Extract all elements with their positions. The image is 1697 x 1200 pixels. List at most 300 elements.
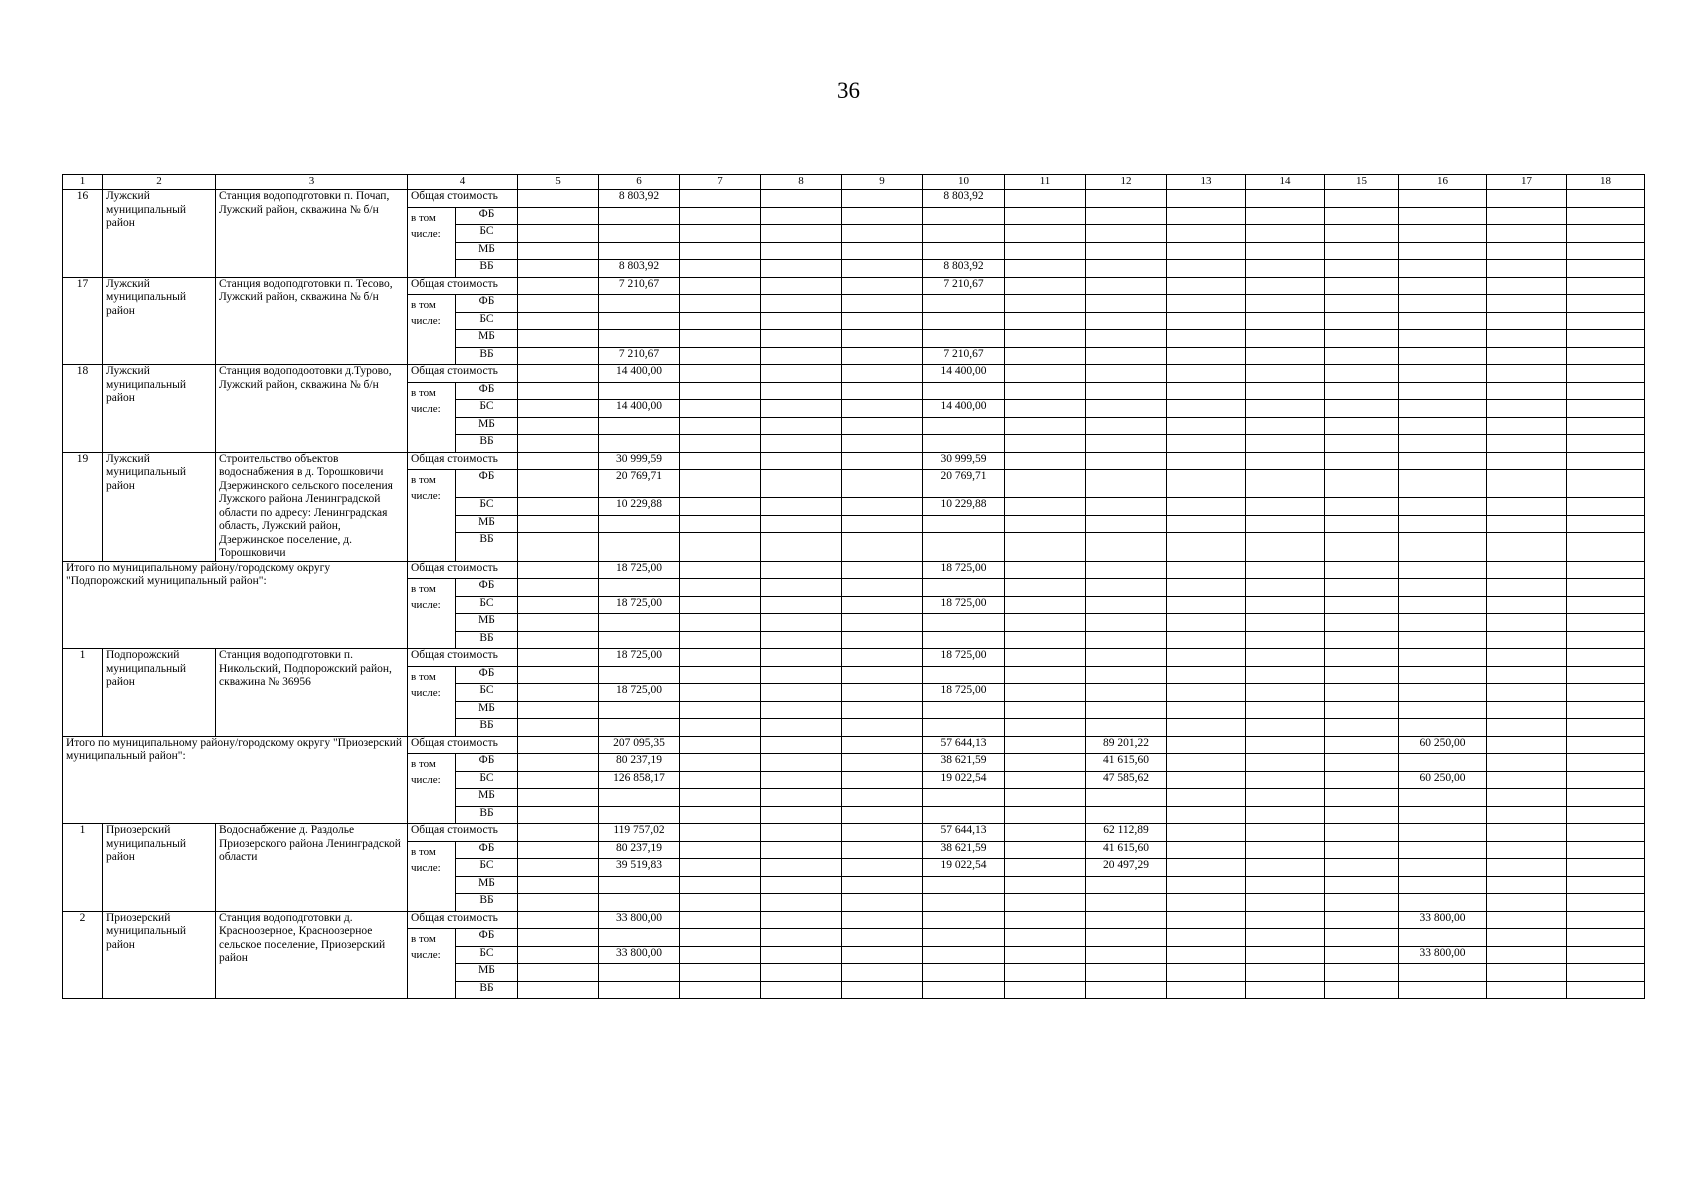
- value-cell-col-16: [1399, 964, 1487, 982]
- page-number: 36: [837, 78, 860, 103]
- value-cell-col-15: [1325, 242, 1399, 260]
- value-cell-col-6: 33 800,00: [599, 911, 680, 929]
- value-cell-col-12: [1086, 981, 1167, 999]
- value-cell-col-13: [1167, 207, 1246, 225]
- value-cell-col-13: [1167, 701, 1246, 719]
- value-cell-col-7: [680, 981, 761, 999]
- value-cell-col-10: [923, 894, 1005, 912]
- value-cell-col-15: [1325, 946, 1399, 964]
- total-cost-label: Общая стоимость: [408, 736, 518, 754]
- table-row: [63, 277, 1645, 295]
- value-cell-col-6: [599, 312, 680, 330]
- district-name: Подпорожский муниципальный район: [103, 649, 216, 737]
- value-cell-col-10: 7 210,67: [923, 347, 1005, 365]
- value-cell-col-17: [1487, 277, 1567, 295]
- value-cell-col-6: 30 999,59: [599, 452, 680, 470]
- value-cell-col-11: [1005, 859, 1086, 877]
- value-cell-col-17: [1487, 684, 1567, 702]
- value-cell-col-13: [1167, 347, 1246, 365]
- value-cell-col-8: [761, 981, 842, 999]
- value-cell-col-5: [518, 946, 599, 964]
- value-cell-col-6: [599, 533, 680, 561]
- value-cell-col-6: 8 803,92: [599, 260, 680, 278]
- value-cell-col-16: 60 250,00: [1399, 771, 1487, 789]
- value-cell-col-7: [680, 400, 761, 418]
- row-number: 1: [63, 649, 103, 737]
- value-cell-col-10: [923, 981, 1005, 999]
- value-cell-col-9: [842, 964, 923, 982]
- value-cell-col-16: [1399, 649, 1487, 667]
- value-cell-col-13: [1167, 365, 1246, 383]
- value-cell-col-8: [761, 312, 842, 330]
- value-cell-col-9: [842, 561, 923, 579]
- value-cell-col-13: [1167, 260, 1246, 278]
- object-name: Станция водоподготовки п. Никольский, Подпорожский район, скважина № 36956: [216, 649, 408, 737]
- value-cell-col-14: [1246, 596, 1325, 614]
- value-cell-col-13: [1167, 400, 1246, 418]
- value-cell-col-18: [1567, 498, 1645, 516]
- value-cell-col-14: [1246, 631, 1325, 649]
- value-cell-col-7: [680, 876, 761, 894]
- value-cell-col-6: [599, 666, 680, 684]
- value-cell-col-11: [1005, 964, 1086, 982]
- value-cell-col-12: [1086, 417, 1167, 435]
- value-cell-col-11: [1005, 533, 1086, 561]
- value-cell-col-12: [1086, 295, 1167, 313]
- value-cell-col-13: [1167, 684, 1246, 702]
- value-cell-col-6: 14 400,00: [599, 365, 680, 383]
- value-cell-col-12: [1086, 260, 1167, 278]
- value-cell-col-18: [1567, 894, 1645, 912]
- value-cell-col-8: [761, 470, 842, 498]
- value-cell-col-17: [1487, 498, 1567, 516]
- value-cell-col-11: [1005, 417, 1086, 435]
- value-cell-col-14: [1246, 452, 1325, 470]
- value-cell-col-10: [923, 417, 1005, 435]
- value-cell-col-9: [842, 452, 923, 470]
- value-cell-col-12: [1086, 435, 1167, 453]
- value-cell-col-11: [1005, 400, 1086, 418]
- value-cell-col-6: [599, 701, 680, 719]
- value-cell-col-16: [1399, 981, 1487, 999]
- value-cell-col-6: [599, 515, 680, 533]
- table-row: [63, 452, 1645, 470]
- value-cell-col-13: [1167, 470, 1246, 498]
- budget-table: [62, 174, 1645, 999]
- including-label: в том числе:: [408, 754, 456, 824]
- value-cell-col-12: [1086, 561, 1167, 579]
- value-cell-col-8: [761, 417, 842, 435]
- value-cell-col-15: [1325, 312, 1399, 330]
- value-cell-col-11: [1005, 824, 1086, 842]
- value-cell-col-18: [1567, 596, 1645, 614]
- value-cell-col-16: [1399, 515, 1487, 533]
- value-cell-col-18: [1567, 649, 1645, 667]
- value-cell-col-13: [1167, 929, 1246, 947]
- value-cell-col-10: 18 725,00: [923, 649, 1005, 667]
- value-cell-col-13: [1167, 859, 1246, 877]
- value-cell-col-15: [1325, 666, 1399, 684]
- value-cell-col-16: [1399, 277, 1487, 295]
- value-cell-col-15: [1325, 981, 1399, 999]
- value-cell-col-17: [1487, 771, 1567, 789]
- value-cell-col-16: [1399, 365, 1487, 383]
- value-cell-col-13: [1167, 417, 1246, 435]
- value-cell-col-8: [761, 277, 842, 295]
- value-cell-col-15: [1325, 515, 1399, 533]
- value-cell-col-5: [518, 561, 599, 579]
- value-cell-col-14: [1246, 515, 1325, 533]
- value-cell-col-11: [1005, 452, 1086, 470]
- district-total-label: Итого по муниципальному району/городскому округу "Подпорожский муниципальный район":: [63, 561, 408, 649]
- value-cell-col-6: 7 210,67: [599, 347, 680, 365]
- value-cell-col-10: [923, 719, 1005, 737]
- value-cell-col-17: [1487, 365, 1567, 383]
- value-cell-col-18: [1567, 207, 1645, 225]
- value-cell-col-10: 30 999,59: [923, 452, 1005, 470]
- column-number: 11: [1005, 175, 1086, 190]
- value-cell-col-8: [761, 330, 842, 348]
- value-cell-col-8: [761, 365, 842, 383]
- value-cell-col-18: [1567, 789, 1645, 807]
- value-cell-col-10: 18 725,00: [923, 684, 1005, 702]
- value-cell-col-15: [1325, 561, 1399, 579]
- value-cell-col-13: [1167, 964, 1246, 982]
- value-cell-col-14: [1246, 561, 1325, 579]
- value-cell-col-16: [1399, 347, 1487, 365]
- value-cell-col-7: [680, 452, 761, 470]
- value-cell-col-15: [1325, 533, 1399, 561]
- source-label: БС: [456, 859, 518, 877]
- value-cell-col-5: [518, 596, 599, 614]
- value-cell-col-5: [518, 736, 599, 754]
- value-cell-col-7: [680, 242, 761, 260]
- value-cell-col-18: [1567, 242, 1645, 260]
- value-cell-col-7: [680, 701, 761, 719]
- value-cell-col-7: [680, 533, 761, 561]
- value-cell-col-12: [1086, 649, 1167, 667]
- value-cell-col-7: [680, 841, 761, 859]
- value-cell-col-10: [923, 614, 1005, 632]
- value-cell-col-14: [1246, 911, 1325, 929]
- source-label: ВБ: [456, 719, 518, 737]
- value-cell-col-8: [761, 911, 842, 929]
- value-cell-col-16: [1399, 631, 1487, 649]
- source-label: ВБ: [456, 894, 518, 912]
- column-number: 10: [923, 175, 1005, 190]
- value-cell-col-7: [680, 207, 761, 225]
- value-cell-col-14: [1246, 824, 1325, 842]
- value-cell-col-16: [1399, 789, 1487, 807]
- value-cell-col-15: [1325, 470, 1399, 498]
- value-cell-col-13: [1167, 806, 1246, 824]
- value-cell-col-9: [842, 736, 923, 754]
- value-cell-col-12: [1086, 347, 1167, 365]
- row-number: 16: [63, 190, 103, 278]
- table-row: [63, 649, 1645, 667]
- value-cell-col-9: [842, 631, 923, 649]
- value-cell-col-11: [1005, 515, 1086, 533]
- value-cell-col-13: [1167, 736, 1246, 754]
- value-cell-col-7: [680, 312, 761, 330]
- value-cell-col-14: [1246, 207, 1325, 225]
- value-cell-col-8: [761, 400, 842, 418]
- column-number: 13: [1167, 175, 1246, 190]
- value-cell-col-18: [1567, 312, 1645, 330]
- value-cell-col-8: [761, 347, 842, 365]
- total-cost-label: Общая стоимость: [408, 561, 518, 579]
- column-number: 2: [103, 175, 216, 190]
- value-cell-col-5: [518, 841, 599, 859]
- value-cell-col-9: [842, 579, 923, 597]
- value-cell-col-10: [923, 946, 1005, 964]
- value-cell-col-8: [761, 894, 842, 912]
- value-cell-col-10: 14 400,00: [923, 400, 1005, 418]
- value-cell-col-10: [923, 579, 1005, 597]
- value-cell-col-5: [518, 190, 599, 208]
- source-label: ФБ: [456, 754, 518, 772]
- value-cell-col-16: [1399, 533, 1487, 561]
- value-cell-col-6: [599, 435, 680, 453]
- value-cell-col-12: [1086, 631, 1167, 649]
- value-cell-col-15: [1325, 964, 1399, 982]
- value-cell-col-10: 19 022,54: [923, 771, 1005, 789]
- value-cell-col-18: [1567, 754, 1645, 772]
- value-cell-col-12: [1086, 946, 1167, 964]
- value-cell-col-18: [1567, 946, 1645, 964]
- value-cell-col-14: [1246, 190, 1325, 208]
- value-cell-col-6: [599, 382, 680, 400]
- value-cell-col-10: [923, 964, 1005, 982]
- including-label: в том числе:: [408, 470, 456, 562]
- value-cell-col-17: [1487, 754, 1567, 772]
- table-body: [63, 175, 1645, 999]
- value-cell-col-5: [518, 911, 599, 929]
- source-label: БС: [456, 225, 518, 243]
- value-cell-col-18: [1567, 260, 1645, 278]
- value-cell-col-15: [1325, 225, 1399, 243]
- value-cell-col-14: [1246, 498, 1325, 516]
- value-cell-col-11: [1005, 561, 1086, 579]
- value-cell-col-8: [761, 876, 842, 894]
- value-cell-col-6: 7 210,67: [599, 277, 680, 295]
- value-cell-col-18: [1567, 631, 1645, 649]
- value-cell-col-12: [1086, 515, 1167, 533]
- source-label: БС: [456, 400, 518, 418]
- value-cell-col-5: [518, 515, 599, 533]
- value-cell-col-8: [761, 242, 842, 260]
- district-name: Лужский муниципальный район: [103, 190, 216, 278]
- value-cell-col-8: [761, 666, 842, 684]
- value-cell-col-5: [518, 876, 599, 894]
- including-label: в том числе:: [408, 929, 456, 999]
- value-cell-col-14: [1246, 929, 1325, 947]
- value-cell-col-13: [1167, 277, 1246, 295]
- table-row: [63, 190, 1645, 208]
- value-cell-col-12: [1086, 242, 1167, 260]
- value-cell-col-15: [1325, 347, 1399, 365]
- total-cost-label: Общая стоимость: [408, 649, 518, 667]
- value-cell-col-16: [1399, 859, 1487, 877]
- source-label: БС: [456, 946, 518, 964]
- value-cell-col-9: [842, 894, 923, 912]
- value-cell-col-10: 38 621,59: [923, 754, 1005, 772]
- value-cell-col-8: [761, 561, 842, 579]
- value-cell-col-12: [1086, 719, 1167, 737]
- value-cell-col-10: [923, 207, 1005, 225]
- value-cell-col-16: [1399, 242, 1487, 260]
- value-cell-col-7: [680, 859, 761, 877]
- source-label: ВБ: [456, 981, 518, 999]
- value-cell-col-11: [1005, 242, 1086, 260]
- value-cell-col-7: [680, 498, 761, 516]
- value-cell-col-16: 33 800,00: [1399, 946, 1487, 964]
- value-cell-col-14: [1246, 382, 1325, 400]
- value-cell-col-9: [842, 515, 923, 533]
- value-cell-col-6: 207 095,35: [599, 736, 680, 754]
- total-cost-label: Общая стоимость: [408, 452, 518, 470]
- value-cell-col-18: [1567, 533, 1645, 561]
- value-cell-col-5: [518, 225, 599, 243]
- value-cell-col-8: [761, 225, 842, 243]
- value-cell-col-12: [1086, 876, 1167, 894]
- value-cell-col-18: [1567, 806, 1645, 824]
- value-cell-col-14: [1246, 859, 1325, 877]
- value-cell-col-11: [1005, 649, 1086, 667]
- value-cell-col-6: [599, 207, 680, 225]
- value-cell-col-17: [1487, 736, 1567, 754]
- value-cell-col-6: [599, 631, 680, 649]
- value-cell-col-7: [680, 330, 761, 348]
- value-cell-col-17: [1487, 789, 1567, 807]
- value-cell-col-5: [518, 365, 599, 383]
- value-cell-col-6: [599, 806, 680, 824]
- value-cell-col-15: [1325, 452, 1399, 470]
- value-cell-col-8: [761, 841, 842, 859]
- value-cell-col-6: 18 725,00: [599, 561, 680, 579]
- value-cell-col-17: [1487, 841, 1567, 859]
- value-cell-col-5: [518, 470, 599, 498]
- value-cell-col-12: [1086, 964, 1167, 982]
- value-cell-col-6: 39 519,83: [599, 859, 680, 877]
- value-cell-col-9: [842, 190, 923, 208]
- value-cell-col-15: [1325, 417, 1399, 435]
- value-cell-col-14: [1246, 841, 1325, 859]
- value-cell-col-10: 14 400,00: [923, 365, 1005, 383]
- value-cell-col-13: [1167, 789, 1246, 807]
- value-cell-col-12: [1086, 596, 1167, 614]
- value-cell-col-8: [761, 579, 842, 597]
- value-cell-col-13: [1167, 190, 1246, 208]
- value-cell-col-10: [923, 242, 1005, 260]
- row-number: 2: [63, 911, 103, 999]
- value-cell-col-18: [1567, 859, 1645, 877]
- value-cell-col-6: [599, 789, 680, 807]
- value-cell-col-8: [761, 207, 842, 225]
- value-cell-col-8: [761, 701, 842, 719]
- value-cell-col-14: [1246, 736, 1325, 754]
- value-cell-col-17: [1487, 981, 1567, 999]
- value-cell-col-16: [1399, 207, 1487, 225]
- value-cell-col-14: [1246, 946, 1325, 964]
- value-cell-col-15: [1325, 382, 1399, 400]
- value-cell-col-8: [761, 859, 842, 877]
- value-cell-col-14: [1246, 365, 1325, 383]
- source-label: МБ: [456, 876, 518, 894]
- value-cell-col-10: [923, 929, 1005, 947]
- value-cell-col-9: [842, 946, 923, 964]
- value-cell-col-10: [923, 435, 1005, 453]
- value-cell-col-6: [599, 579, 680, 597]
- value-cell-col-16: [1399, 417, 1487, 435]
- value-cell-col-8: [761, 771, 842, 789]
- value-cell-col-16: [1399, 561, 1487, 579]
- value-cell-col-9: [842, 596, 923, 614]
- value-cell-col-15: [1325, 894, 1399, 912]
- value-cell-col-7: [680, 649, 761, 667]
- value-cell-col-11: [1005, 666, 1086, 684]
- value-cell-col-9: [842, 330, 923, 348]
- value-cell-col-8: [761, 824, 842, 842]
- value-cell-col-12: [1086, 579, 1167, 597]
- value-cell-col-11: [1005, 754, 1086, 772]
- value-cell-col-10: 38 621,59: [923, 841, 1005, 859]
- value-cell-col-17: [1487, 225, 1567, 243]
- value-cell-col-10: 8 803,92: [923, 190, 1005, 208]
- value-cell-col-15: [1325, 701, 1399, 719]
- value-cell-col-8: [761, 533, 842, 561]
- value-cell-col-9: [842, 876, 923, 894]
- value-cell-col-6: 20 769,71: [599, 470, 680, 498]
- value-cell-col-18: [1567, 684, 1645, 702]
- value-cell-col-14: [1246, 701, 1325, 719]
- value-cell-col-7: [680, 964, 761, 982]
- value-cell-col-15: [1325, 277, 1399, 295]
- value-cell-col-11: [1005, 260, 1086, 278]
- value-cell-col-18: [1567, 771, 1645, 789]
- value-cell-col-11: [1005, 806, 1086, 824]
- value-cell-col-11: [1005, 771, 1086, 789]
- table-row: [63, 365, 1645, 383]
- value-cell-col-14: [1246, 417, 1325, 435]
- value-cell-col-18: [1567, 382, 1645, 400]
- value-cell-col-8: [761, 435, 842, 453]
- column-number: 14: [1246, 175, 1325, 190]
- source-label: МБ: [456, 330, 518, 348]
- table-row: [63, 824, 1645, 842]
- value-cell-col-7: [680, 631, 761, 649]
- value-cell-col-10: [923, 789, 1005, 807]
- value-cell-col-8: [761, 382, 842, 400]
- row-number: 17: [63, 277, 103, 365]
- column-number: 3: [216, 175, 408, 190]
- value-cell-col-18: [1567, 719, 1645, 737]
- value-cell-col-6: 18 725,00: [599, 684, 680, 702]
- value-cell-col-18: [1567, 911, 1645, 929]
- value-cell-col-15: [1325, 435, 1399, 453]
- value-cell-col-7: [680, 754, 761, 772]
- value-cell-col-15: [1325, 596, 1399, 614]
- value-cell-col-6: 14 400,00: [599, 400, 680, 418]
- value-cell-col-14: [1246, 981, 1325, 999]
- value-cell-col-16: [1399, 841, 1487, 859]
- value-cell-col-8: [761, 260, 842, 278]
- value-cell-col-16: [1399, 330, 1487, 348]
- source-label: МБ: [456, 964, 518, 982]
- value-cell-col-11: [1005, 190, 1086, 208]
- table-row: [63, 561, 1645, 579]
- value-cell-col-7: [680, 771, 761, 789]
